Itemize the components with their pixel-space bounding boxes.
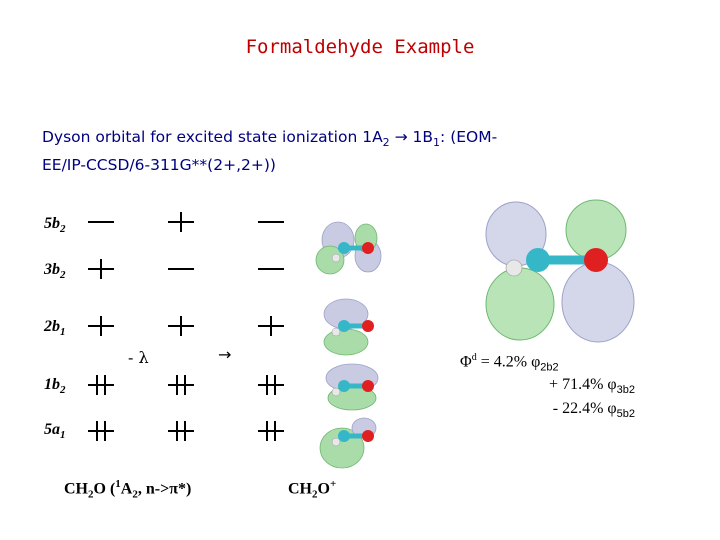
- subtitle-line2: EE/IP-CCSD/6-311G**(2+,2+)): [42, 156, 276, 175]
- subtitle-sub: 2: [382, 136, 390, 150]
- orbital-label-2b1: $2b_1$: [44, 318, 66, 339]
- dyson-line-3: - 22.4% $\varphi_{5b2}$: [552, 400, 635, 421]
- caption-cation: $CH_2O^+$: [288, 478, 337, 501]
- caption-neutral: $CH_2O$ ($^1A_2$, n->π*): [64, 478, 192, 501]
- orbital-label-3b2: $3b_2$: [44, 261, 66, 282]
- dyson-composition: [460, 352, 635, 424]
- molecule-orbital-1b2-icon: [308, 360, 390, 416]
- molecule-orbital-5b2-icon: [308, 218, 390, 280]
- orbital-label-5a1: $5a_1$: [44, 421, 66, 442]
- page-title: Formaldehyde Example: [245, 36, 475, 58]
- transition-arrow: →: [394, 128, 408, 146]
- dyson-line-2: + 71.4% $\varphi_{3b2}$: [549, 376, 635, 397]
- arrow-icon: →: [218, 345, 232, 364]
- subtitle-part: 1B: [407, 128, 434, 146]
- dyson-orbital-icon: [478, 196, 638, 346]
- subtitle-part: : (EOM-: [440, 128, 498, 146]
- orbital-label-5b2: $5b_2$: [44, 215, 66, 236]
- orbital-label-1b2: $1b_2$: [44, 376, 66, 397]
- molecule-orbital-5a1-icon: [308, 414, 390, 474]
- dyson-line-1: $\Phi^d = 4.2\%$ $\varphi_{2b2}$: [460, 352, 559, 374]
- subtitle-sub: 1: [433, 136, 441, 150]
- lambda-label: - λ: [128, 348, 149, 367]
- subtitle-part: Dyson orbital for excited state ionization 1A: [42, 128, 383, 146]
- molecule-orbital-2b1-icon: [308, 296, 390, 358]
